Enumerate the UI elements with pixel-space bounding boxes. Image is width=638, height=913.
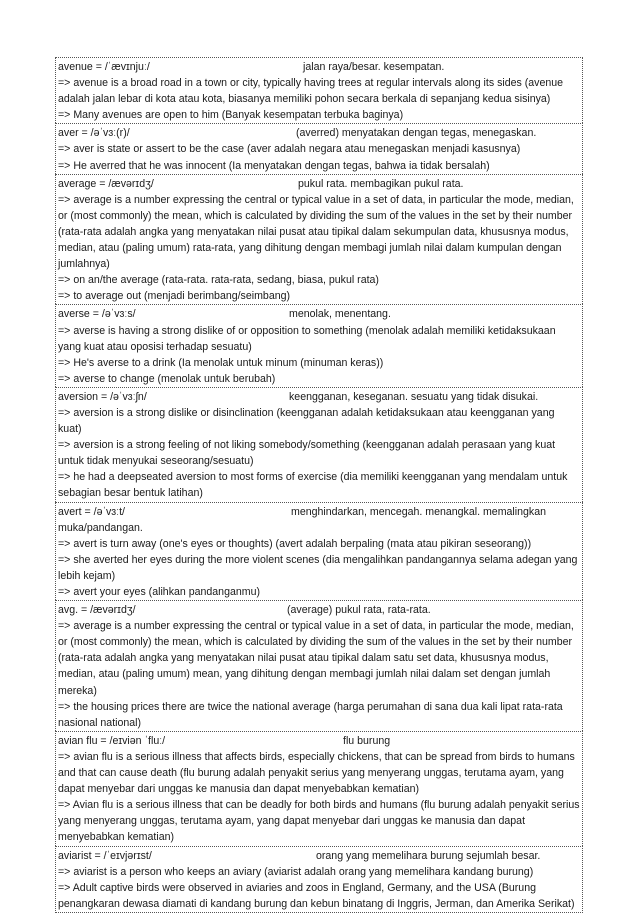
headword: aver = /əˈvɜː(r)/	[58, 127, 130, 140]
headword: aviarist = /ˈeɪvjərɪst/	[58, 849, 152, 862]
headword: avert = /əˈvɜːt/	[58, 505, 125, 518]
definition-line: => He averred that he was innocent (Ia menyatakan dengan tegas, bahwa ia tidak bersalah)	[58, 159, 490, 172]
gloss: (averred) menyatakan dengan tegas, menegaskan.	[296, 127, 537, 140]
definition-line: => Many avenues are open to him (Banyak kesempatan terbuka baginya)	[58, 109, 404, 122]
definition-line: => averse to change (menolak untuk berubah)	[58, 372, 276, 385]
dictionary-entry	[55, 174, 583, 305]
entry-header	[58, 504, 580, 520]
definition-line: => average is a number expressing the central or typical value in a set of data, in particular the mode, median, or (most commonly) the mean, which is calculated by dividing the sum of the values in the set by their number (rata-rata adalah angka yang menyatakan nilai pusat atau tipikal dalam sekumpulan data, khususnya modus, median, atau (paling umum) rata-rata, yang dihitung dengan membagi jumlah nilai dalam kumpulan dengan jumlahnya)	[58, 193, 574, 271]
headword: avenue = /ˈævɪnjuː/	[58, 61, 150, 73]
dictionary-entry	[55, 304, 583, 386]
definition-line: => aversion is a strong feeling of not liking somebody/something (keengganan adalah perasaan yang kuat untuk tidak menyukai seseorang/sesuatu)	[58, 439, 556, 468]
headword: average = /ævərɪdʒ/	[58, 177, 154, 190]
entry-header	[58, 306, 580, 322]
gloss: jalan raya/besar. kesempatan.	[303, 61, 445, 73]
definition-line: => Adult captive birds were observed in aviaries and zoos in England, Germany, and the USA (Burung penangkaran dewasa diamati di kandang burung dan kebun binatang di Inggris, Jerman, dan Amerika Serikat)	[58, 881, 575, 910]
definition-line: => avian flu is a serious illness that affects birds, especially chickens, that can be spread from birds to humans and that can cause death (flu burung adalah penyakit serius yang menyerang unggas, terutama ayam, yang dapat menyebar dari unggas ke manusia dan dapat menyebabkan kematian)	[58, 750, 575, 796]
dictionary-entry	[55, 502, 583, 601]
gloss: orang yang memelihara burung sejumlah besar.	[316, 849, 541, 862]
definition-line: => aversion is a strong dislike or disinclination (keengganan adalah ketidaksukaan atau keengganan yang kuat)	[58, 406, 555, 436]
entry-header	[58, 176, 580, 192]
entry-header	[58, 733, 580, 749]
dictionary-entry	[55, 123, 583, 173]
definition-line: => Avian flu is a serious illness that can be deadly for both birds and humans (flu burung adalah penyakit serius yang menyerang unggas, terutama ayam, yang dapat menyebar dari unggas ke manusia dan dapat menyebabkan kematian)	[58, 799, 580, 844]
dictionary-entry	[55, 57, 583, 123]
definition-line: => he had a deepseated aversion to most forms of exercise (dia memiliki keengganan yang mendalam untuk sebagian besar bentuk latihan)	[58, 471, 568, 500]
gloss: flu burung	[343, 734, 391, 747]
entry-header	[58, 848, 580, 864]
dictionary-entry	[55, 731, 583, 846]
definition-line: => avenue is a broad road in a town or city, typically having trees at regular intervals along its sides (avenue adalah jalan lebar di kota atau kota, biasanya memiliki pohon secara berkala di sepanjang kedua sisinya)	[58, 77, 564, 106]
headword: aversion = /əˈvɜːʃn/	[58, 390, 147, 403]
headword: avian flu = /eɪviən ˈfluː/	[58, 734, 166, 747]
gloss: menghindarkan, mencegah. menangkal. memalingkan	[291, 505, 546, 518]
gloss: menolak, menentang.	[289, 308, 391, 321]
dictionary-entry	[55, 387, 583, 502]
definition-line: => averse is having a strong dislike of or opposition to something (menolak adalah memiliki ketidaksukaan yang kuat atau oposisi terhadap sesuatu)	[58, 324, 556, 353]
entry-header	[58, 602, 580, 618]
dictionary-document	[55, 57, 583, 913]
entry-header	[58, 389, 580, 405]
definition-line: => the housing prices there are twice the national average (harga perumahan di sana dua kali lipat rata-rata nasional national)	[58, 700, 563, 729]
definition-line: => aver is state or assert to be the case (aver adalah negara atau menegaskan menjadi kasusnya)	[58, 143, 521, 156]
definition-line: => average is a number expressing the central or typical value in a set of data, in particular the mode, median, or (most commonly) the mean, which is calculated by dividing the sum of the values in the set by their number (rata-rata adalah angka yang menyatakan nilai pusat atau tipikal dalam satu set data, khususnya modus, median, atau (paling umum) mean, yang dihitung dengan membagi jumlah nilai dalam set dengan jumlah mereka)	[58, 620, 574, 697]
headword: avg. = /ævərɪdʒ/	[58, 604, 136, 617]
entry-header	[58, 59, 580, 75]
definition-line: => He's averse to a drink (Ia menolak untuk minum (minuman keras))	[58, 356, 384, 369]
definition-line: => avert your eyes (alihkan pandanganmu)	[58, 586, 260, 598]
definition-line: => on an/the average (rata-rata. rata-rata, sedang, biasa, pukul rata)	[58, 274, 379, 287]
gloss: keengganan, keseganan. sesuatu yang tidak disukai.	[289, 390, 539, 403]
definition-line: => aviarist is a person who keeps an aviary (aviarist adalah orang yang memelihara kandang burung)	[58, 865, 534, 878]
definition-line: => avert is turn away (one's eyes or thoughts) (avert adalah berpaling (mata atau pikiran seseorang))	[58, 537, 532, 550]
gloss: pukul rata. membagikan pukul rata.	[298, 177, 464, 190]
definition-line: => she averted her eyes during the more violent scenes (dia mengalihkan pandangannya selama adegan yang lebih kejam)	[58, 553, 578, 582]
definition-line: muka/pandangan.	[58, 521, 143, 534]
definition-line: => to average out (menjadi berimbang/seimbang)	[58, 290, 291, 303]
entry-header	[58, 125, 580, 141]
dictionary-entry	[55, 600, 583, 731]
gloss: (average) pukul rata, rata-rata.	[287, 604, 431, 617]
headword: averse = /əˈvɜːs/	[58, 308, 136, 321]
